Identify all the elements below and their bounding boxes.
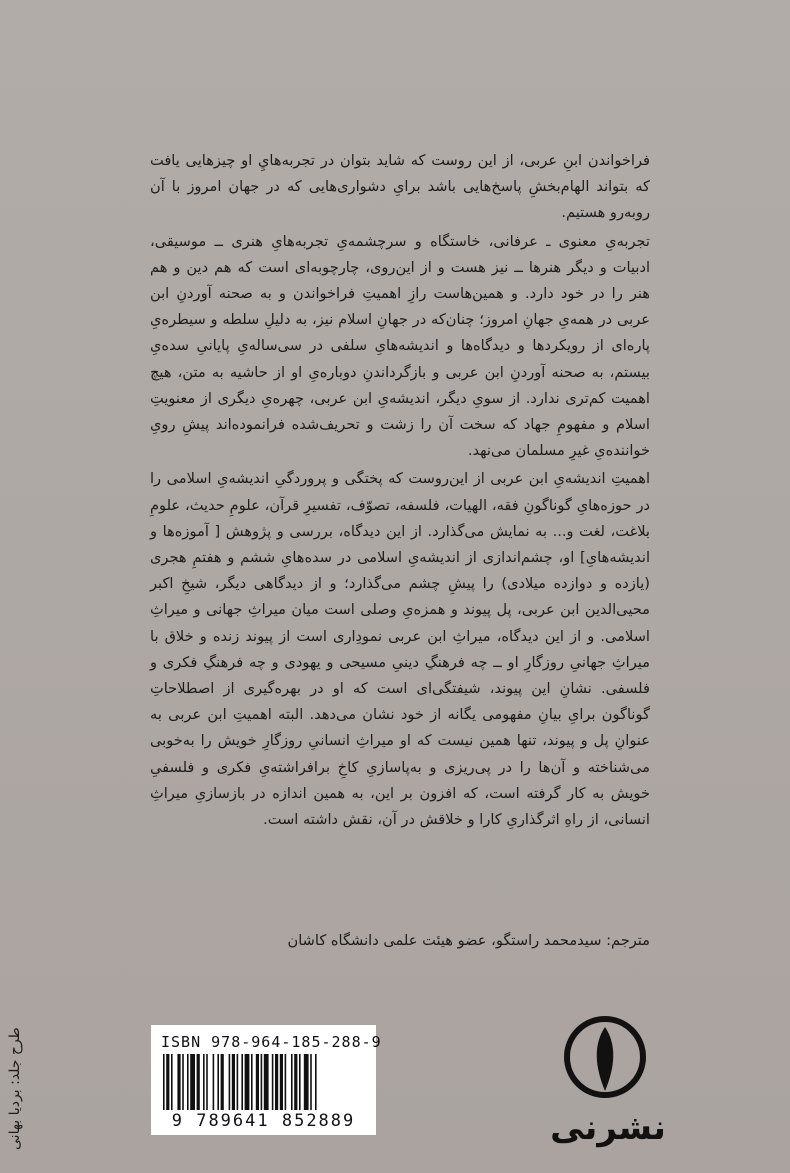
barcode-bar <box>291 1054 293 1110</box>
translator-credit: مترجم: سیدمحمد راستگو، عضو هیئت علمی دانشگاه کاشان <box>287 932 650 949</box>
barcode-bar <box>304 1054 309 1110</box>
barcode-bar <box>166 1054 169 1110</box>
barcode-bar <box>310 1054 312 1110</box>
barcode-bar <box>229 1054 231 1110</box>
barcode-bar <box>299 1054 301 1110</box>
paragraph-1: فراخواندن ابنِ عربی، از این روست که شاید بتوان در تجربه‌هايِ او چیزهایی یافت که بتواند الهام‌بخشِ پاسخ‌هایی باشد برایِ دشواری‌هایی که در جهان امروز با آن روبه‌رو هستیم. <box>150 152 650 222</box>
barcode-bar <box>272 1054 274 1110</box>
barcode-bar <box>264 1054 269 1110</box>
barcode-bar <box>163 1054 165 1110</box>
barcode-bar <box>245 1054 250 1110</box>
barcode-bar <box>315 1054 317 1110</box>
barcode-bar <box>190 1054 195 1110</box>
barcode-bar <box>294 1054 297 1110</box>
barcode-bar <box>187 1054 189 1110</box>
barcode-bar <box>197 1054 200 1110</box>
barcode-digits: 9 789641 852889 <box>171 1111 356 1131</box>
isbn-label: ISBN 978-964-185-288-9 <box>161 1033 382 1051</box>
barcode-bar <box>171 1054 173 1110</box>
barcode-bar <box>256 1054 259 1110</box>
barcode-bar <box>182 1054 184 1110</box>
publisher-name: نشرنی <box>550 1108 666 1148</box>
barcode-bar <box>213 1054 215 1110</box>
barcode-bar <box>241 1054 243 1110</box>
paragraph-3: اهمیتِ اندیشه‌یِ ابن عربی از این‌روست که پختگی و پروردگیِ اندیشه‌یِ اسلامی را در حوزه‌هایِ گوناگونِ فقه، الهیات، فلسفه، تصوّف، تفسیرِ قرآن، علومِ حدیث، علومِ بلاغت، لغت و... به نمایش می‌گذارد. از این دیدگاه، بررسی و پژوهش [ آموزه‌ها و اندیشه‌هایِ] او، چشم‌اندازی از اندیشه‌یِ اسلامی در سده‌هایِ ششم و هفتمِ هجری (یازده و دوازده میلادی) را پیشِ چشم می‌گذارد؛ و از دیدگاهی دیگر، شیخِ اکبر محیی‌الدین ابن عربی، پل پیوند و همزه‌یِ وصلی است میان میراثِ جهانی و میراثِ اسلامی. و از این دیدگاه، میراثِ ابن عربی نمودِاری است از پیوند زنده و خلاق با میراثِ جهانیِ روزگارِ او ــ چه فرهنگِ دینیِ مسیحی و یهودی و چه فرهنگِ فکری و فلسفی. نشانِ این پیوند، شیفتگی‌ای است که او در بهره‌گیری از اصطلاحاتِ گوناگون برایِ بیانِ مفهومی یگانه از خود نشان می‌دهد. البته اهمیتِ ابن عربی به عنوانِ پل و پیوند، تنها همین نیست که او میراثِ انسانیِ روزگارِ خویش را به‌خوبی می‌شناخته و آن‌ها را در پی‌ریزی و به‌پاسازیِ کاخِ برافراشته‌یِ فکری و فلسفیِ خویش به کار گرفته است، که افزون بر این، به همین اندازه در بازسازیِ میراثِ انسانی، از راهِ اثرگذاریِ کارا و خلاقش در آن، نقش داشته است. <box>150 470 650 829</box>
barcode-bar <box>251 1054 253 1110</box>
barcode-bars <box>161 1054 366 1110</box>
barcode-bar <box>232 1054 235 1110</box>
barcode-bar <box>177 1054 180 1110</box>
barcode-bar <box>217 1054 219 1110</box>
barcode-bar <box>280 1054 283 1110</box>
barcode-bar <box>237 1054 239 1110</box>
barcode-bar <box>275 1054 278 1110</box>
back-cover-text <box>150 148 650 833</box>
barcode-bar <box>206 1054 208 1110</box>
barcode-bar <box>203 1054 205 1110</box>
barcode-bar <box>221 1054 224 1110</box>
barcode-bar <box>285 1054 287 1110</box>
paragraph-2: تجربه‌یِ معنوی ـ عرفانی، خاستگاه و سرچشمه‌یِ تجربه‌هایِ هنری ــ موسیقی، ادبیات و دیگر هنرها ــ نیز هست و از این‌روی، چارچوبه‌ای است که هم دین و هم هنر را در خود دارد. و همین‌هاست رازِ اهمیتِ فراخواندن و به صحنه آوردنِ ابن عربی در همه‌یِ جهانِ امروز؛ چنان‌که در جهانِ اسلام نیز، به دلیلِ سلطه و سیطره‌یِ پاره‌ای از رویکردها و دیدگاه‌ها و اندیشه‌هایِ سلفی در سی‌ساله‌یِ پایانیِ سده‌یِ بیستم، به صحنه آوردنِ ابن عربی و بازگرداندنِ دوباره‌یِ او از حاشیه به متن، هیچ اهمیت کم‌تری ندارد. از سویِ دیگر، اندیشه‌یِ ابن عربی، چهره‌یِ دیگری از معنویتِ اسلام و مفهومِ جهاد که سخت آن را زشت و تحریف‌شده فرانموده‌اند پیشِ رویِ خواننده‌یِ غیرِ مسلمان می‌نهد. <box>150 232 650 460</box>
publisher-logo-icon <box>563 1015 647 1099</box>
barcode-bar <box>261 1054 263 1110</box>
cover-design-credit: طرح جلد: بردیا بهانی <box>7 1027 23 1150</box>
isbn-barcode <box>151 1025 382 1135</box>
